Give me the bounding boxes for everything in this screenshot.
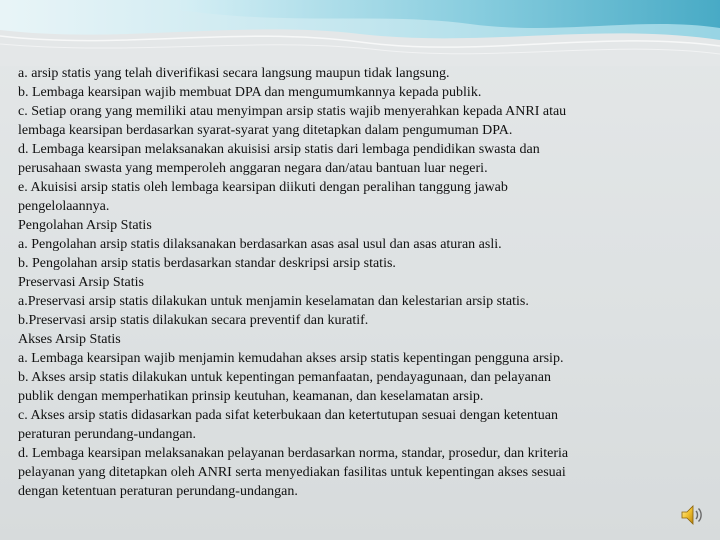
text-line: publik dengan memperhatikan prinsip keutuhan, keamanan, dan keselamatan arsip. bbox=[18, 389, 484, 404]
slide-body-text bbox=[18, 64, 710, 501]
text-line: a. arsip statis yang telah diverifikasi secara langsung maupun tidak langsung. bbox=[18, 66, 450, 81]
text-line: a. Pengolahan arsip statis dilaksanakan berdasarkan asas asal usul dan asas aturan asli. bbox=[18, 237, 502, 252]
text-line: peraturan perundang-undangan. bbox=[18, 427, 197, 442]
text-line: pengelolaannya. bbox=[18, 199, 110, 214]
text-line: b. Akses arsip statis dilakukan untuk kepentingan pemanfaatan, pendayagunaan, dan pelayanan bbox=[18, 370, 551, 385]
text-line: d. Lembaga kearsipan melaksanakan pelayanan berdasarkan norma, standar, prosedur, dan kriteria bbox=[18, 446, 569, 461]
text-line: c. Akses arsip statis didasarkan pada sifat keterbukaan dan ketertutupan sesuai dengan ketentuan bbox=[18, 408, 558, 423]
header-wave-decoration bbox=[0, 0, 720, 66]
text-line: b. Pengolahan arsip statis berdasarkan standar deskripsi arsip statis. bbox=[18, 256, 396, 271]
speaker-icon[interactable] bbox=[680, 503, 704, 527]
section-heading-pengolahan: Pengolahan Arsip Statis bbox=[18, 218, 152, 233]
text-line: a. Lembaga kearsipan wajib menjamin kemudahan akses arsip statis kepentingan pengguna arsip. bbox=[18, 351, 564, 366]
text-line: c. Setiap orang yang memiliki atau menyimpan arsip statis wajib menyerahkan kepada ANRI atau bbox=[18, 104, 567, 119]
text-line: d. Lembaga kearsipan melaksanakan akuisisi arsip statis dari lembaga pendidikan swasta dan bbox=[18, 142, 540, 157]
text-line: a.Preservasi arsip statis dilakukan untuk menjamin keselamatan dan kelestarian arsip statis. bbox=[18, 294, 529, 309]
text-line: dengan ketentuan peraturan perundang-undangan. bbox=[18, 484, 298, 499]
section-heading-preservasi: Preservasi Arsip Statis bbox=[18, 275, 144, 290]
text-line: e. Akuisisi arsip statis oleh lembaga kearsipan diikuti dengan peralihan tanggung jawab bbox=[18, 180, 508, 195]
text-line: pelayanan yang ditetapkan oleh ANRI serta menyediakan fasilitas untuk kepentingan akses sesuai bbox=[18, 465, 566, 480]
text-line: perusahaan swasta yang memperoleh anggaran negara dan/atau bantuan luar negeri. bbox=[18, 161, 488, 176]
text-line: b. Lembaga kearsipan wajib membuat DPA dan mengumumkannya kepada publik. bbox=[18, 85, 482, 100]
text-line: lembaga kearsipan berdasarkan syarat-syarat yang ditetapkan dalam pengumuman DPA. bbox=[18, 123, 513, 138]
section-heading-akses: Akses Arsip Statis bbox=[18, 332, 121, 347]
text-line: b.Preservasi arsip statis dilakukan secara preventif dan kuratif. bbox=[18, 313, 369, 328]
